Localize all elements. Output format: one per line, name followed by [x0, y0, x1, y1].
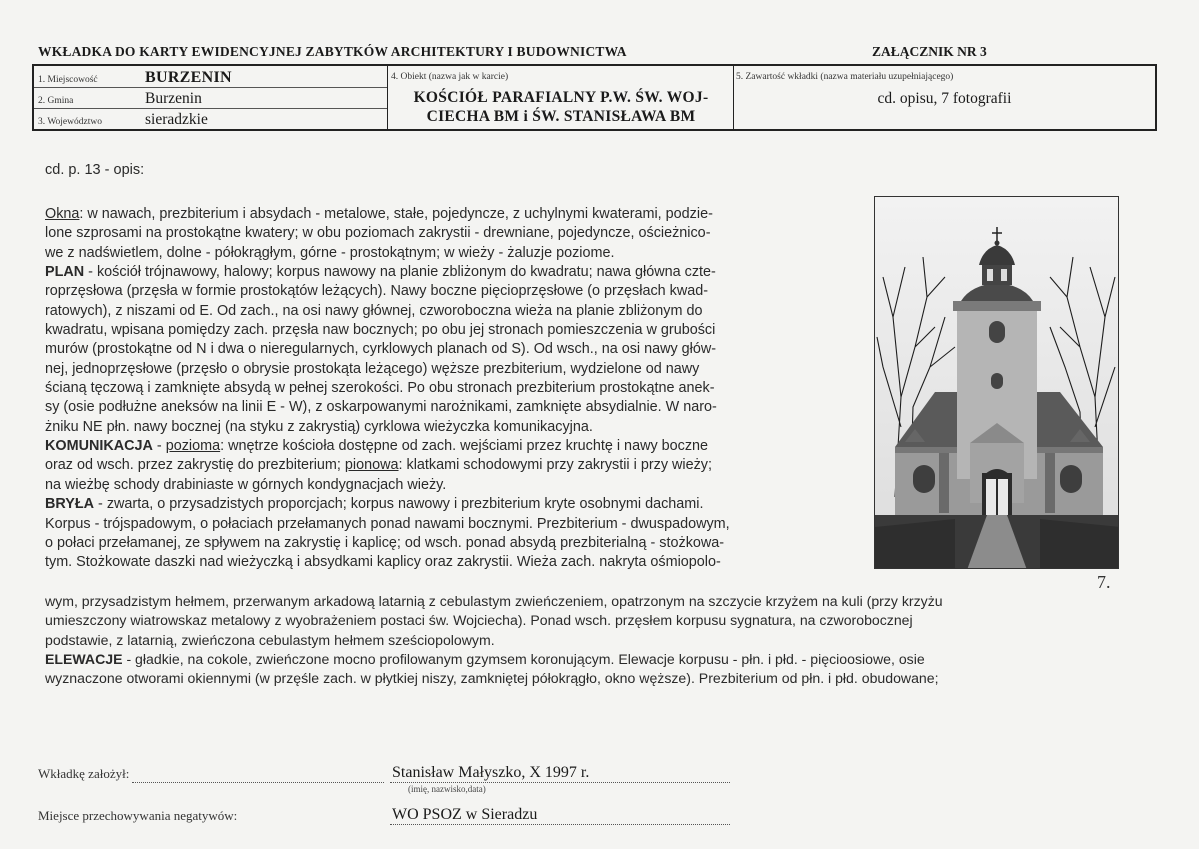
text-line: podstawie, z latarnią, zwieńczona cebulastym hełmem sześciopolowym.: [45, 631, 495, 648]
text-line: wym, przysadzistym hełmem, przerwanym arkadową latarnią z cebulastym zwieńczeniem, opatrzonym na szczycie krzyżem na kuli (przy krzyżu: [45, 593, 943, 609]
description-text-narrow: [45, 205, 845, 573]
contents-value: cd. opisu, 7 fotografii: [877, 90, 1012, 107]
text-line: umieszczony wiatrowskaz metalowy z wyobrażeniem postaci św. Wojciecha). Ponad wsch. przęsłem korpusu sygnatura, na czworobocznej: [45, 612, 913, 629]
contents-label: 5. Zawartość wkładki (nazwa materiału uzupełniającego): [736, 72, 954, 82]
voivodeship-label: 3. Województwo: [38, 117, 102, 127]
locality-row: [34, 66, 387, 87]
object-column: [388, 66, 734, 129]
mass-heading: BRYŁA: [45, 496, 95, 513]
author-hint: (imię, nazwisko,data): [408, 784, 486, 794]
object-name-line-2: CIECHA BM i ŚW. STANISŁAWA BM: [426, 108, 696, 125]
text-line: lone szprosami na prostokątne kwatery; w obu poziomach zakrystii - drewniane, pojedyncze, ościeżnico-: [45, 225, 711, 242]
author-value: Stanisław Małyszko, X 1997 r.: [392, 764, 590, 781]
text-line: ELEWACJE - gładkie, na cokole, zwieńczone mocno profilowanym gzymsem koronującym. Elewacje korpusu - płn. i płd. - pięcioosiowe, osie: [45, 651, 925, 668]
church-photo: [874, 196, 1119, 569]
author-dotted-line: [390, 782, 730, 783]
text-line: ścianą tęczową i zamknięte absydą w pełnej szerokości. Po obu stronach prezbiterium prostokątne anek-: [45, 380, 715, 397]
text-line: KOMUNIKACJA - pozioma: wnętrze kościoła dostępne od zach. wejściami przez kruchtę i nawy boczne: [45, 438, 709, 455]
church-photo-drawing: [875, 197, 1119, 569]
object-label: 4. Obiekt (nazwa jak w karcie): [391, 72, 509, 82]
continuation-note: cd. p. 13 - opis:: [45, 162, 145, 178]
text-line: o połaci przełamanej, ze spływem na zakrystię i kaplicę; od wsch. ponad absydą prezbiterialną - stożkowa-: [45, 534, 725, 551]
text-line: murów (prostokątne od N i dwa o nieregularnych, cyrklowych planach od S). Od wsch., na osi nawy głów-: [45, 341, 717, 358]
text-line: we z nadświetlem, dolne - półokrągłym, górne - prostokątnym; w wieży - żaluzje poziome.: [45, 244, 615, 261]
locality-label: 1. Miejscowość: [38, 75, 98, 85]
text-line: kwadratu, wpisana pomiędzy zach. przęsła naw bocznych; po obu jej stronach pomieszczenia w grubości: [45, 322, 716, 339]
contents-column: [734, 66, 1155, 129]
text-line: na wieżbę schody drabiniaste w górnych kondygnacjach wieży.: [45, 476, 447, 493]
storage-label: Miejsce przechowywania negatywów:: [38, 808, 238, 823]
annex-number: ZAŁĄCZNIK NR 3: [872, 44, 987, 59]
storage-value: WO PSOZ w Sieradzu: [392, 806, 538, 823]
voivodeship-row: [34, 108, 387, 129]
object-name-line-1: KOŚCIÓŁ PARAFIALNY P.W. ŚW. WOJ-: [413, 89, 709, 106]
windows-heading: Okna: [45, 206, 80, 222]
text-line: tym. Stożkowate daszki nad wieżyczką i absydkami kaplicy oraz zakrystii. Wieża zach. nakryta ośmiopolo-: [45, 554, 721, 571]
text-line: sy (osie podłużne aneksów na linii E - W), z oskarpowanymi narożnikami, zamknięte absydialnie. W naro-: [45, 399, 717, 416]
info-table: [32, 64, 1157, 131]
text-line: roprzęsłowa (przęsła w formie prostokątów leżących). Nawy boczne pięcioprzęsłowe (o przęsłach kwad-: [45, 283, 709, 300]
storage-dotted-line: [390, 824, 730, 825]
object-name: [388, 88, 734, 126]
commune-value: Burzenin: [145, 90, 202, 107]
commune-row: [34, 87, 387, 108]
text-line: PLAN - kościół trójnawowy, halowy; korpus nawowy na planie zbliżonym do kwadratu; nawa główna czte-: [45, 264, 716, 281]
text-line: żniku NE płn. nawy bocznej (na styku z zakrystią) cyrklowa wieżyczka komunikacyjna.: [45, 418, 593, 435]
text-line: BRYŁA - zwarta, o przysadzistych proporcjach; korpus nawowy i prezbiterium kryte osobnymi dachami.: [45, 496, 704, 513]
text-line: wyznaczone otworami okiennymi (w przęśle zach. w płytkiej niszy, zamkniętej półokrągło, okno węższe). Prezbiterium od płn. i płd. obudowane;: [45, 670, 939, 687]
text-line: Korpus - trójspadowym, o połaciach przełamanych ponad nawami bocznymi. Prezbiterium - dwuspadowym,: [45, 515, 730, 532]
locality-value: BURZENIN: [145, 69, 232, 86]
commune-label: 2. Gmina: [38, 96, 74, 106]
text-line: Okna: w nawach, prezbiterium i absydach - metalowe, stałe, pojedyncze, z uchylnymi kwaterami, podzie-: [45, 206, 713, 222]
text-line: nej, jednoprzęsłowe (przęsło o obrysie prostokąta leżącego) węższe prezbiterium, wydzielone od nawy: [45, 360, 700, 377]
author-dotted-line-left: [132, 782, 384, 783]
author-label: Wkładkę założył:: [38, 766, 130, 781]
location-column: [34, 66, 388, 129]
text-line: ratowych), z niszami od E. Od zach., na osi nawy głównej, czworoboczna wieża na planie zbliżonym do: [45, 302, 703, 319]
text-line: oraz od wsch. przez zakrystię do prezbiterium; pionowa: klatkami schodowymi przy zakrystii i przy wieży;: [45, 457, 712, 474]
voivodeship-value: sieradzkie: [145, 111, 208, 128]
elevations-heading: ELEWACJE: [45, 651, 123, 668]
communication-heading: KOMUNIKACJA: [45, 438, 153, 455]
description-text-wide: [45, 592, 1155, 689]
plan-heading: PLAN: [45, 264, 85, 281]
form-title: WKŁADKA DO KARTY EWIDENCYJNEJ ZABYTKÓW ARCHITEKTURY I BUDOWNICTWA: [38, 44, 627, 59]
photo-number: 7.: [1097, 572, 1111, 592]
